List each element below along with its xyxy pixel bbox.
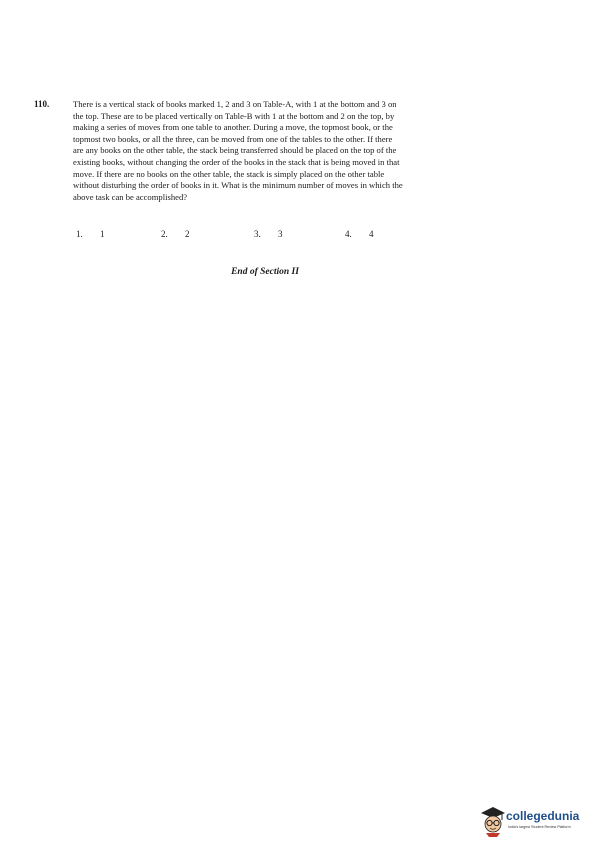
option-3 bbox=[254, 229, 283, 239]
option-value: 4 bbox=[369, 229, 374, 239]
option-1 bbox=[76, 229, 105, 239]
option-4 bbox=[345, 229, 374, 239]
question-line: existing books, without changing the order of the books in the stack that is being moved in that bbox=[73, 156, 400, 167]
option-value: 3 bbox=[278, 229, 283, 239]
option-value: 1 bbox=[100, 229, 105, 239]
question-text bbox=[73, 99, 498, 203]
option-value: 2 bbox=[185, 229, 190, 239]
question-number: 110. bbox=[34, 99, 50, 109]
logo-wordmark: collegedunia bbox=[506, 809, 580, 823]
question-line: are any books on the other table, the stack being transferred should be placed on the top of the bbox=[73, 145, 397, 156]
option-2 bbox=[161, 229, 190, 239]
mascot-icon bbox=[478, 804, 508, 838]
question-line: move. If there are no books on the other table, the stack is simply placed on the other table bbox=[73, 168, 385, 179]
option-number: 1. bbox=[76, 229, 83, 239]
option-number: 3. bbox=[254, 229, 261, 239]
option-number: 2. bbox=[161, 229, 168, 239]
logo-tagline: India's largest Student Review Platform bbox=[508, 825, 571, 829]
question-line: topmost two books, or all the three, can be moved from one of the tables to the other. If there bbox=[73, 133, 393, 144]
question-line: above task can be accomplished? bbox=[73, 191, 188, 202]
question-line: without disturbing the order of books in it. What is the minimum number of moves in which the bbox=[73, 180, 403, 191]
option-number: 4. bbox=[345, 229, 352, 239]
end-of-section-text: End of Section II bbox=[231, 267, 299, 277]
question-line: making a series of moves from one table to another. During a move, the topmost book, or the bbox=[73, 122, 393, 133]
question-line: the top. These are to be placed vertically on Table-B with 1 at the bottom and 2 on the top, by bbox=[73, 110, 395, 121]
collegedunia-logo bbox=[478, 804, 588, 838]
question-line: There is a vertical stack of books marked 1, 2 and 3 on Table-A, with 1 at the bottom and 3 on bbox=[73, 99, 397, 109]
